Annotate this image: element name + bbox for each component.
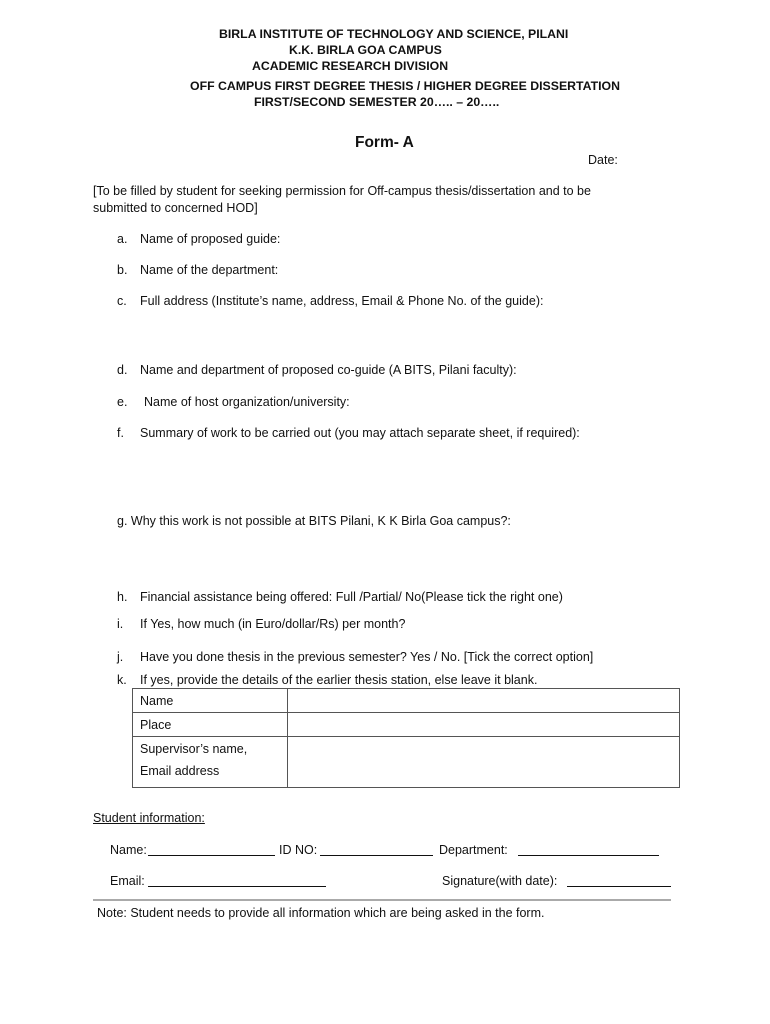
item-e-letter: e. [117,395,128,409]
email-address-label: Email address [140,764,220,778]
item-a-proposed-guide: Name of proposed guide: [140,232,281,246]
form-title: Form- A [355,134,414,151]
student-signature-field[interactable] [567,874,671,887]
student-department-field[interactable] [518,843,659,856]
semester-line: FIRST/SECOND SEMESTER 20….. – 20….. [254,95,500,109]
item-b-department: Name of the department: [140,263,279,277]
item-k-letter: k. [117,673,127,687]
item-g-why-not-possible: g. Why this work is not possible at BITS Pilani, K K Birla Goa campus?: [117,514,511,528]
date-label: Date: [588,153,618,167]
item-i-amount: If Yes, how much (in Euro/dollar/Rs) per month? [140,617,406,631]
item-h-financial-assistance: Financial assistance being offered: Full /Partial/ No(Please tick the right one) [140,590,563,604]
supervisor-row-label [133,737,288,788]
table-row [133,689,680,713]
name-row-value[interactable] [288,689,680,713]
item-c-letter: c. [117,294,127,308]
previous-thesis-table [132,688,680,788]
item-j-previous-thesis: Have you done thesis in the previous semester? Yes / No. [Tick the correct option] [140,650,594,664]
item-h-letter: h. [117,590,128,604]
student-info-heading: Student information: [93,811,205,825]
item-f-letter: f. [117,426,124,440]
supervisor-row-value[interactable] [288,737,680,788]
item-c-full-address: Full address (Institute’s name, address, Email & Phone No. of the guide): [140,294,544,308]
supervisor-label: Supervisor’s name, [140,742,248,756]
item-a-letter: a. [117,232,128,246]
place-row-label: Place [133,713,288,737]
program-title: OFF CAMPUS FIRST DEGREE THESIS / HIGHER DEGREE DISSERTATION [190,79,620,93]
item-k-earlier-details: If yes, provide the details of the earlier thesis station, else leave it blank. [140,673,538,687]
item-e-host-organization: Name of host organization/university: [144,395,350,409]
item-f-summary: Summary of work to be carried out (you may attach separate sheet, if required): [140,426,580,440]
student-name-field[interactable] [148,843,275,856]
student-email-field[interactable] [148,874,326,887]
form-note: Note: Student needs to provide all information which are being asked in the form. [97,906,545,920]
item-j-letter: j. [117,650,124,664]
student-id-field[interactable] [320,843,433,856]
student-department-label: Department: [439,843,508,857]
student-name-label: Name: [110,843,147,857]
item-b-letter: b. [117,263,128,277]
table-row [133,713,680,737]
student-signature-label: Signature(with date): [442,874,558,888]
name-row-label: Name [133,689,288,713]
instructions-line-2: submitted to concerned HOD] [93,201,258,215]
item-i-letter: i. [117,617,124,631]
campus-name: K.K. BIRLA GOA CAMPUS [289,43,442,57]
division-name: ACADEMIC RESEARCH DIVISION [252,59,449,73]
institute-name: BIRLA INSTITUTE OF TECHNOLOGY AND SCIENCE, PILANI [219,27,569,41]
student-id-label: ID NO: [279,843,318,857]
student-email-label: Email: [110,874,145,888]
instructions-line-1: [To be filled by student for seeking permission for Off-campus thesis/dissertation and to be [93,184,591,198]
note-divider [93,899,671,901]
table-row [133,737,680,788]
item-d-letter: d. [117,363,128,377]
item-d-co-guide: Name and department of proposed co-guide (A BITS, Pilani faculty): [140,363,517,377]
place-row-value[interactable] [288,713,680,737]
